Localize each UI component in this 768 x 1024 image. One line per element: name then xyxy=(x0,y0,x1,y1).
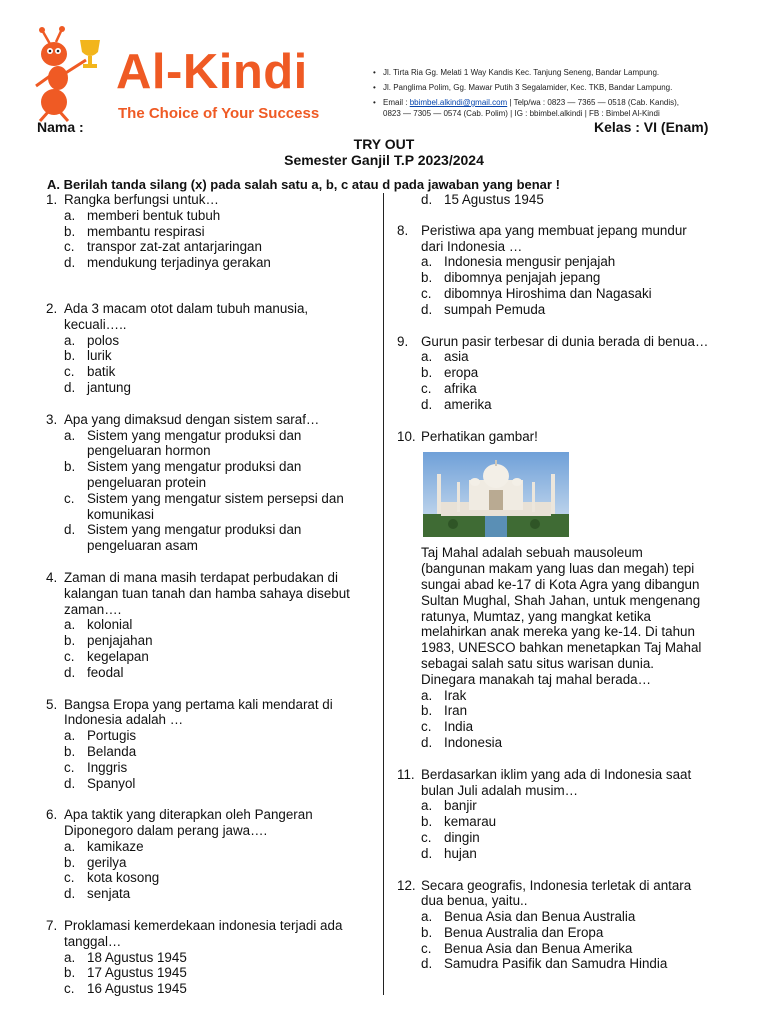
option-text: Benua Asia dan Benua Amerika xyxy=(444,940,633,956)
option-text: eropa xyxy=(444,365,479,381)
question-number: 7. xyxy=(46,918,58,934)
contact-line xyxy=(373,97,753,119)
option-text: dibomnya Hiroshima dan Nagasaki xyxy=(444,285,652,301)
option-c[interactable] xyxy=(421,719,747,735)
question-4 xyxy=(46,570,376,681)
option-text: komunikasi xyxy=(87,506,154,522)
option-text: Sistem yang mengatur produksi dan xyxy=(87,459,302,475)
address-line-2: • Jl. Panglima Polim, Gg. Mawar Putih 3 Segalamider, Kec. TKB, Bandar Lampung. xyxy=(373,82,753,93)
option-a[interactable] xyxy=(421,798,747,814)
option-a[interactable] xyxy=(64,950,376,966)
question-6 xyxy=(46,807,376,902)
question-text: tanggal… xyxy=(64,933,122,949)
option-text: dibomnya penjajah jepang xyxy=(444,270,601,286)
option-d[interactable] xyxy=(64,380,376,396)
option-text: dingin xyxy=(444,829,480,845)
question-text: Gurun pasir terbesar di dunia berada di benua… xyxy=(421,333,709,349)
ant-mascot-icon xyxy=(28,26,110,122)
option-d[interactable] xyxy=(64,886,376,902)
passage-text: 1983, UNESCO bahkan menetapkan Taj Mahal xyxy=(421,640,702,656)
option-letter: b. xyxy=(64,965,76,981)
question-5 xyxy=(46,697,376,792)
option-c[interactable] xyxy=(64,981,376,997)
option-letter: c. xyxy=(421,829,432,845)
passage-text: melahirkan anak mereka yang ke-14. Di tahun xyxy=(421,624,695,640)
question-number: 1. xyxy=(46,192,58,207)
option-letter: b. xyxy=(64,348,76,364)
option-letter: d. xyxy=(421,192,433,207)
option-text: afrika xyxy=(444,380,477,396)
option-letter: c. xyxy=(64,490,75,506)
question-10 xyxy=(397,429,747,751)
option-text: amerika xyxy=(444,396,492,412)
option-c[interactable] xyxy=(64,364,376,380)
question-text: Secara geografis, Indonesia terletak di antara xyxy=(421,877,692,893)
option-c[interactable] xyxy=(64,649,376,665)
option-b[interactable] xyxy=(64,744,376,760)
contact-phone: | Telp/wa : 0823 — 7365 — 0518 (Cab. Kandis), xyxy=(509,98,680,107)
option-text: memberi bentuk tubuh xyxy=(87,207,221,223)
option-a[interactable] xyxy=(64,208,376,224)
option-letter: b. xyxy=(421,703,433,719)
option-text: Spanyol xyxy=(87,775,136,791)
passage-text: Taj Mahal adalah sebuah mausoleum xyxy=(421,545,643,561)
question-number: 11. xyxy=(397,766,415,782)
brand-name: Al-Kindi xyxy=(116,45,308,99)
question-7-continued xyxy=(397,192,747,208)
option-b[interactable] xyxy=(64,224,376,240)
option-letter: c. xyxy=(64,870,75,886)
question-7 xyxy=(46,918,376,997)
question-number: 6. xyxy=(46,807,58,823)
question-text: Berdasarkan iklim yang ada di Indonesia saat xyxy=(421,766,692,782)
brand-tagline: The Choice of Your Success xyxy=(118,105,320,122)
option-text: 17 Agustus 1945 xyxy=(87,965,187,981)
contact-social: 0823 — 7305 — 0574 (Cab. Polim) | IG : bbimbel.alkindi | FB : Bimbel Al-Kindi xyxy=(383,109,660,118)
option-b[interactable] xyxy=(421,814,747,830)
letterhead xyxy=(0,0,768,125)
option-c[interactable] xyxy=(64,239,376,255)
option-text: Samudra Pasifik dan Samudra Hindia xyxy=(444,956,668,972)
option-text: Benua Australia dan Eropa xyxy=(444,924,604,940)
question-text: Rangka berfungsi untuk… xyxy=(64,192,219,207)
option-letter: d. xyxy=(64,255,76,271)
option-text: Belanda xyxy=(87,743,137,759)
exam-title: TRY OUT xyxy=(353,136,415,152)
option-d[interactable] xyxy=(64,665,376,681)
class-label: Kelas : VI (Enam) xyxy=(594,119,709,135)
option-letter: c. xyxy=(64,239,75,255)
option-letter: d. xyxy=(421,734,433,750)
question-number: 10. xyxy=(397,428,416,444)
option-text: lurik xyxy=(87,348,112,364)
option-letter: c. xyxy=(421,940,432,956)
option-letter: b. xyxy=(64,854,76,870)
option-text: Indonesia xyxy=(444,734,503,750)
option-text: kota kosong xyxy=(87,870,160,886)
option-letter: b. xyxy=(421,270,433,286)
option-a[interactable] xyxy=(64,428,376,460)
question-text: Perhatikan gambar! xyxy=(421,428,538,444)
option-d[interactable] xyxy=(64,255,376,271)
left-column xyxy=(46,192,376,997)
email-label: Email : xyxy=(383,98,408,107)
option-letter: a. xyxy=(64,427,76,443)
option-letter: b. xyxy=(64,633,76,649)
option-text: feodal xyxy=(87,664,124,680)
option-text: 16 Agustus 1945 xyxy=(87,981,187,997)
question-9 xyxy=(397,334,747,413)
option-b[interactable] xyxy=(421,925,747,941)
question-number: 9. xyxy=(397,333,409,349)
option-b[interactable] xyxy=(421,270,747,286)
option-b[interactable] xyxy=(421,365,747,381)
option-a[interactable] xyxy=(421,688,747,704)
question-text: Proklamasi kemerdekaan indonesia terjadi ada xyxy=(64,918,343,934)
option-a[interactable] xyxy=(421,349,747,365)
option-letter: a. xyxy=(64,838,76,854)
option-text: penjajahan xyxy=(87,633,153,649)
option-letter: a. xyxy=(421,909,433,925)
question-text: Bangsa Eropa yang pertama kali mendarat di xyxy=(64,696,333,712)
option-a[interactable] xyxy=(421,909,747,925)
option-letter: b. xyxy=(421,365,433,381)
option-text: pengeluaran asam xyxy=(87,538,198,554)
option-text: mendukung terjadinya gerakan xyxy=(87,255,271,271)
option-letter: a. xyxy=(421,349,433,365)
question-number: 5. xyxy=(46,696,58,712)
option-d[interactable] xyxy=(64,522,376,554)
option-letter: a. xyxy=(421,687,433,703)
question-text: dari Indonesia … xyxy=(421,238,523,254)
option-text: kamikaze xyxy=(87,838,144,854)
option-text: 18 Agustus 1945 xyxy=(87,949,187,965)
question-text: kalangan tuan tanah dan hamba sahaya disebut xyxy=(64,585,350,601)
passage-text: Sultan Mughal, Shah Jahan, untuk mengenang xyxy=(421,592,701,608)
option-text: India xyxy=(444,719,474,735)
option-text: hujan xyxy=(444,845,477,861)
option-b[interactable] xyxy=(64,348,376,364)
option-letter: b. xyxy=(64,743,76,759)
option-letter: d. xyxy=(421,301,433,317)
option-text: Indonesia mengusir penjajah xyxy=(444,254,616,270)
option-d[interactable] xyxy=(421,846,747,862)
option-letter: b. xyxy=(421,924,433,940)
option-c[interactable] xyxy=(421,941,747,957)
option-b[interactable] xyxy=(421,703,747,719)
option-c[interactable] xyxy=(421,381,747,397)
question-text: Diponegoro dalam perang jawa…. xyxy=(64,823,268,839)
question-number: 3. xyxy=(46,411,58,427)
question-text: bulan Juli adalah musim… xyxy=(421,782,579,798)
option-letter: c. xyxy=(64,648,75,664)
option-c[interactable] xyxy=(64,870,376,886)
option-letter: d. xyxy=(64,886,76,902)
question-1 xyxy=(46,192,376,271)
question-text: Zaman di mana masih terdapat perbudakan di xyxy=(64,569,338,585)
option-text: Sistem yang mengatur produksi dan xyxy=(87,427,302,443)
option-d[interactable] xyxy=(421,956,747,972)
passage-text: (bangunan makam yang luas dan megah) tepi xyxy=(421,561,695,577)
question-8 xyxy=(397,223,747,318)
option-text: kemarau xyxy=(444,814,497,830)
option-d[interactable] xyxy=(64,776,376,792)
option-text: Inggris xyxy=(87,759,128,775)
option-letter: a. xyxy=(64,207,76,223)
instruction: A. Berilah tanda silang (x) pada salah satu a, b, c atau d pada jawaban yang benar ! xyxy=(47,177,560,192)
option-text: pengeluaran hormon xyxy=(87,443,211,459)
option-a[interactable] xyxy=(421,254,747,270)
question-text: Indonesia adalah … xyxy=(64,712,184,728)
taj-mahal-photo xyxy=(423,452,569,537)
question-number: 8. xyxy=(397,222,409,238)
question-12 xyxy=(397,878,747,973)
passage-text: ratunya, Mumtaz, yang mangkat ketika xyxy=(421,608,651,624)
option-a[interactable] xyxy=(64,839,376,855)
option-text: senjata xyxy=(87,886,131,902)
address-line-1: • Jl. Tirta Ria Gg. Melati 1 Way Kandis Kec. Tanjung Seneng, Bandar Lampung. xyxy=(373,67,753,78)
option-c[interactable] xyxy=(64,491,376,523)
option-text: kegelapan xyxy=(87,648,149,664)
exam-subtitle: Semester Ganjil T.P 2023/2024 xyxy=(284,152,484,168)
option-text: gerilya xyxy=(87,854,127,870)
option-d[interactable] xyxy=(421,302,747,318)
question-text: dua benua, yaitu.. xyxy=(421,893,528,909)
option-b[interactable] xyxy=(64,855,376,871)
option-letter: d. xyxy=(64,522,76,538)
option-c[interactable] xyxy=(64,760,376,776)
option-letter: a. xyxy=(64,949,76,965)
option-text: sumpah Pemuda xyxy=(444,301,546,317)
column-divider xyxy=(383,193,384,995)
question-number: 4. xyxy=(46,569,58,585)
option-text: batik xyxy=(87,364,116,380)
option-letter: c. xyxy=(421,380,432,396)
option-d[interactable] xyxy=(421,735,747,751)
option-text: banjir xyxy=(444,798,477,814)
question-number: 12. xyxy=(397,877,416,893)
option-text: pengeluaran protein xyxy=(87,474,207,490)
option-letter: c. xyxy=(64,364,75,380)
option-letter: d. xyxy=(64,664,76,680)
question-text: kecuali….. xyxy=(64,316,127,332)
option-text: Portugis xyxy=(87,728,137,744)
option-text: kolonial xyxy=(87,617,133,633)
option-a[interactable] xyxy=(64,617,376,633)
question-text: zaman…. xyxy=(64,601,122,617)
option-letter: c. xyxy=(64,981,75,997)
contact-address xyxy=(373,67,753,119)
option-text: Benua Asia dan Benua Australia xyxy=(444,909,636,925)
passage-text: sebagai salah satu situs warisan dunia. xyxy=(421,655,654,671)
option-text: transpor zat-zat antarjaringan xyxy=(87,239,262,255)
question-11 xyxy=(397,767,747,862)
option-text: membantu respirasi xyxy=(87,223,205,239)
option-letter: a. xyxy=(64,728,76,744)
passage-text: sungai abad ke-17 di Kota Agra yang dibangun xyxy=(421,576,700,592)
option-letter: c. xyxy=(421,285,432,301)
option-text: Iran xyxy=(444,703,468,719)
name-label: Nama : xyxy=(37,119,84,135)
question-2 xyxy=(46,301,376,396)
option-letter: a. xyxy=(64,332,76,348)
option-b[interactable] xyxy=(64,459,376,491)
question-text: Apa taktik yang diterapkan oleh Pangeran xyxy=(64,807,313,823)
option-text: asia xyxy=(444,349,469,365)
option-letter: b. xyxy=(64,223,76,239)
option-text: polos xyxy=(87,332,120,348)
option-letter: d. xyxy=(421,396,433,412)
option-letter: b. xyxy=(421,814,433,830)
option-letter: a. xyxy=(421,798,433,814)
option-letter: a. xyxy=(64,617,76,633)
email-link[interactable]: bbimbel.alkindi@gmail.com xyxy=(409,98,508,107)
option-a[interactable] xyxy=(64,728,376,744)
option-a[interactable] xyxy=(64,333,376,349)
option-c[interactable] xyxy=(421,286,747,302)
option-text: Sistem yang mengatur sistem persepsi dan xyxy=(87,490,344,506)
right-column xyxy=(397,192,747,972)
option-letter: b. xyxy=(64,459,76,475)
option-c[interactable] xyxy=(421,830,747,846)
option-text: Sistem yang mengatur produksi dan xyxy=(87,522,302,538)
option-text: jantung xyxy=(87,379,131,395)
option-d[interactable] xyxy=(421,192,747,208)
option-b[interactable] xyxy=(64,965,376,981)
option-letter: a. xyxy=(421,254,433,270)
option-text: 15 Agustus 1945 xyxy=(444,192,544,207)
option-letter: c. xyxy=(64,759,75,775)
option-letter: c. xyxy=(421,719,432,735)
question-text: Peristiwa apa yang membuat jepang mundur xyxy=(421,222,687,238)
option-text: Irak xyxy=(444,687,467,703)
option-letter: d. xyxy=(421,845,433,861)
option-d[interactable] xyxy=(421,397,747,413)
option-b[interactable] xyxy=(64,633,376,649)
question-number: 2. xyxy=(46,300,58,316)
option-letter: d. xyxy=(64,379,76,395)
question-text: Apa yang dimaksud dengan sistem saraf… xyxy=(64,411,320,427)
question-text: Ada 3 macam otot dalam tubuh manusia, xyxy=(64,300,309,316)
option-letter: d. xyxy=(64,775,76,791)
option-letter: d. xyxy=(421,956,433,972)
passage-text: Dinegara manakah taj mahal berada… xyxy=(421,671,652,687)
question-3 xyxy=(46,412,376,554)
